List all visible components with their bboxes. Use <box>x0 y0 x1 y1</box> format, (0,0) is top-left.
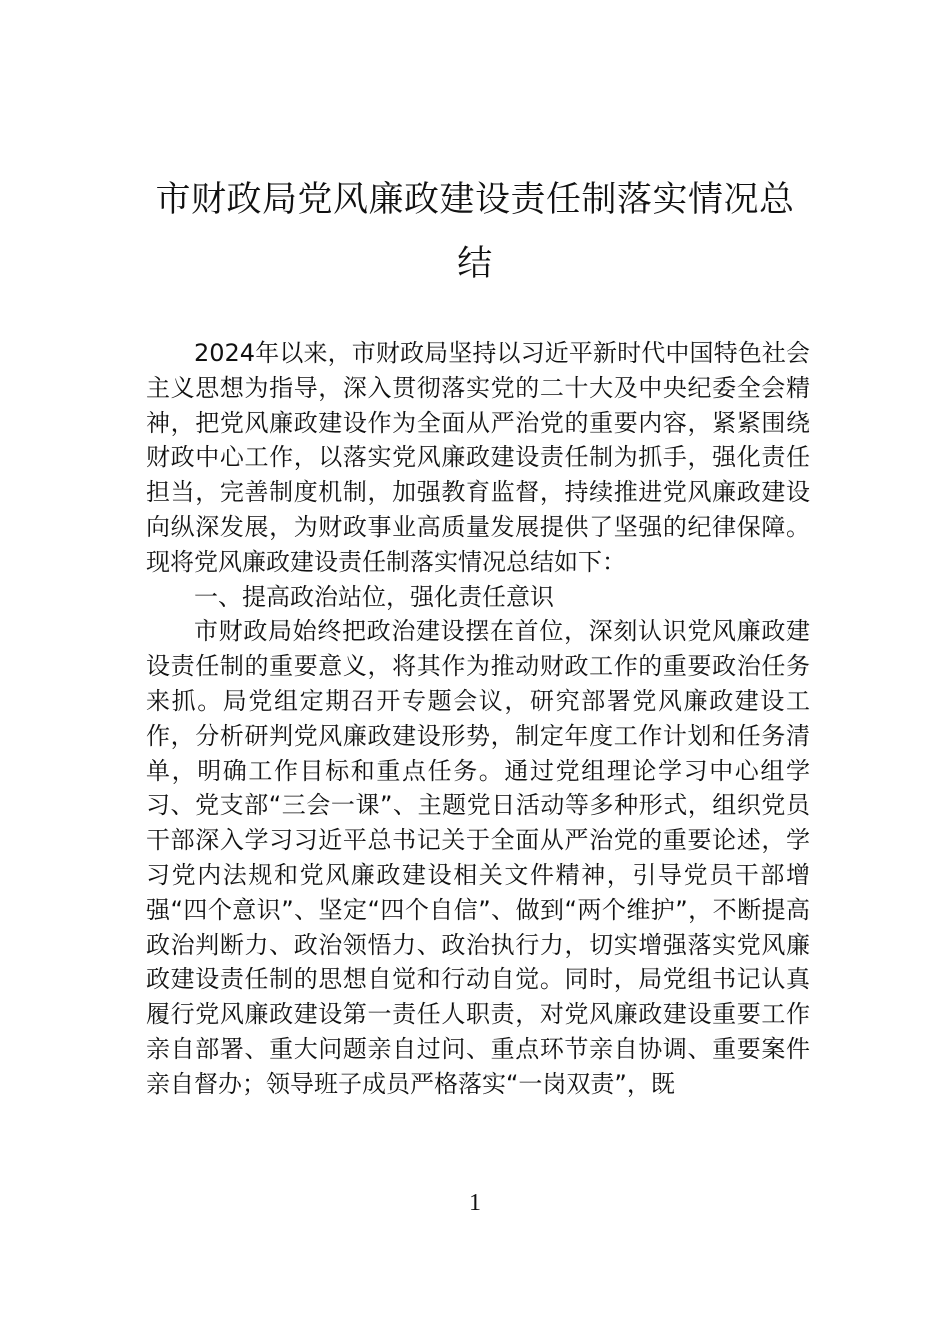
intro-paragraph: 2024年以来，市财政局坚持以习近平新时代中国特色社会主义思想为指导，深入贯彻落实党的二十大及中央纪委全会精神，把党风廉政建设作为全面从严治党的重要内容，紧紧围绕财政中心工作，以落实党风廉政建设责任制为抓手，强化责任担当，完善制度机制，加强教育监督，持续推进党风廉政建设向纵深发展，为财政事业高质量发展提供了坚强的纪律保障。现将党风廉政建设责任制落实情况总结如下： <box>146 339 810 576</box>
section-1-paragraph: 市财政局始终把政治建设摆在首位，深刻认识党风廉政建设责任制的重要意义，将其作为推动财政工作的重要政治任务来抓。局党组定期召开专题会议，研究部署党风廉政建设工作，分析研判党风廉政建设形势，制定年度工作计划和任务清单，明确工作目标和重点任务。通过党组理论学习中心组学习、党支部“三会一课”、主题党日活动等多种形式，组织党员干部深入学习习近平总书记关于全面从严治党的重要论述，学习党内法规和党风廉政建设相关文件精神，引导党员干部增强“四个意识”、坚定“四个自信”、做到“两个维护”，不断提高政治判断力、政治领悟力、政治执行力，切实增强落实党风廉政建设责任制的思想自觉和行动自觉。同时，局党组书记认真履行党风廉政建设第一责任人职责，对党风廉政建设重要工作亲自部署、重大问题亲自过问、重点环节亲自协调、重要案件亲自督办；领导班子成员严格落实“一岗双责”，既 <box>146 617 810 1098</box>
section-heading-1: 一、提高政治站位，强化责任意识 <box>194 582 554 611</box>
page-number: 1 <box>469 1190 481 1216</box>
document-body <box>146 336 810 1102</box>
document-title: 市财政局党风廉政建设责任制落实情况总结 <box>155 180 795 284</box>
